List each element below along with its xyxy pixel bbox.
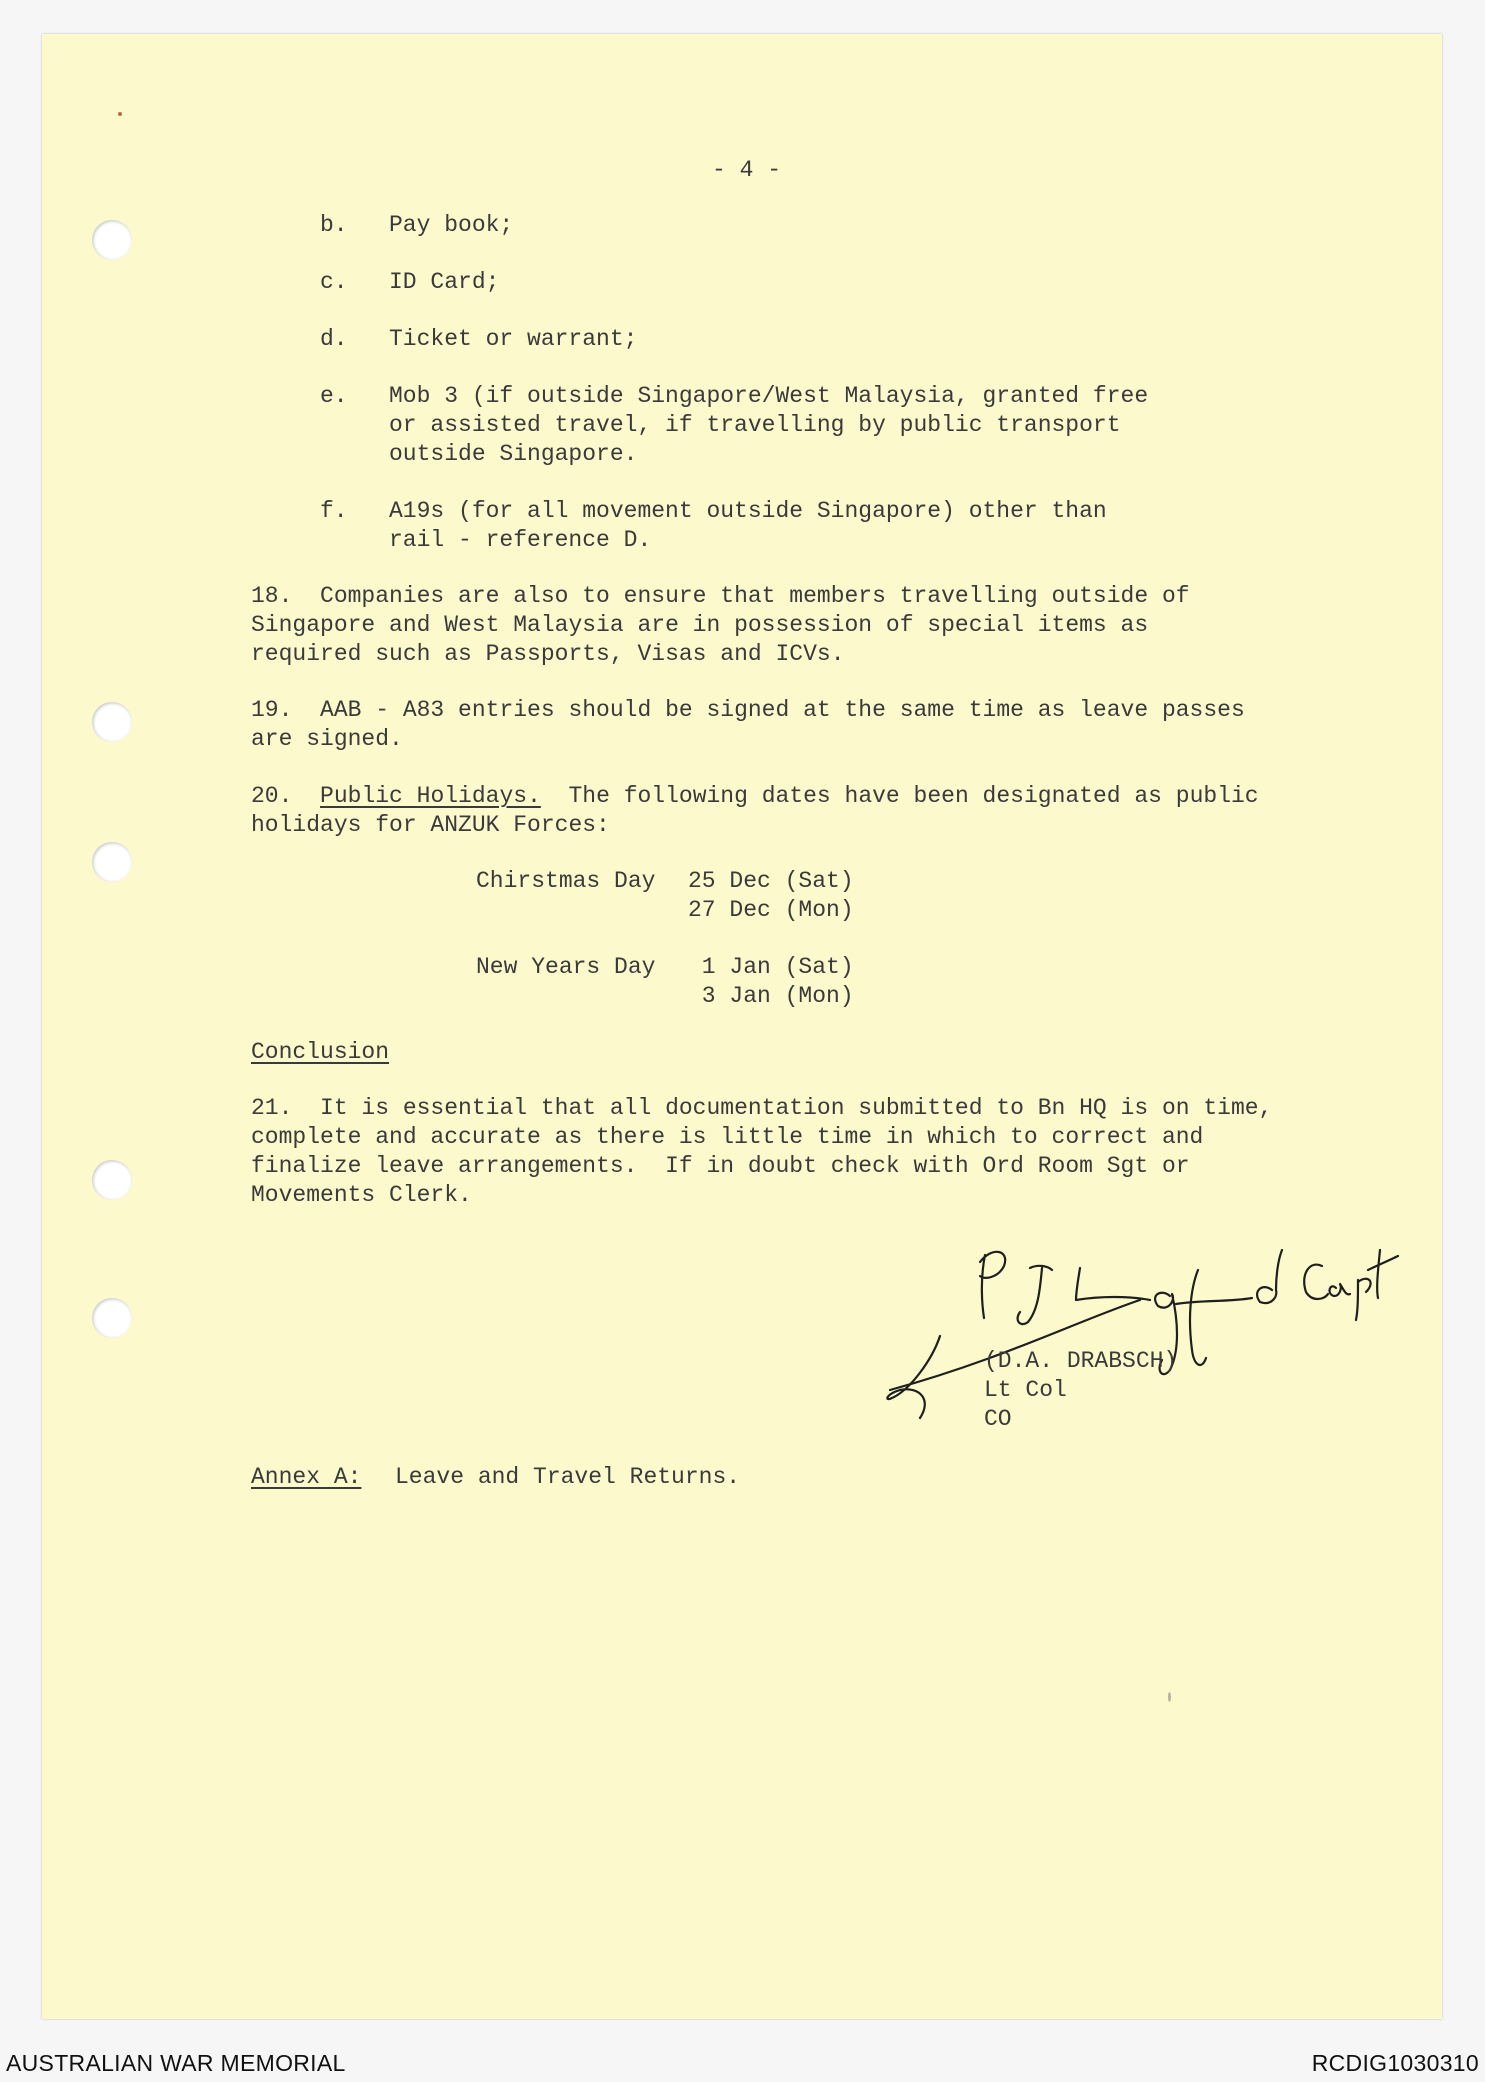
paragraph-18-line3: required such as Passports, Visas and ICVs. <box>251 641 845 667</box>
item-text-e-line2: or assisted travel, if travelling by public transport <box>389 412 1121 438</box>
paragraph-19-line1: 19. AAB - A83 entries should be signed at the same time as leave passes <box>251 697 1245 723</box>
paragraph-20-line2: holidays for ANZUK Forces: <box>251 812 610 838</box>
item-letter-f: f. <box>320 498 348 524</box>
item-text-c: ID Card; <box>389 269 500 295</box>
annex-text: Leave and Travel Returns. <box>395 1464 741 1490</box>
punch-hole <box>92 220 132 260</box>
paragraph-21-line2: complete and accurate as there is little time in which to correct and <box>251 1124 1204 1150</box>
item-text-e-line3: outside Singapore. <box>389 441 638 467</box>
holiday-christmas-date1: 25 Dec (Sat) <box>688 868 854 894</box>
paragraph-21-line1: 21. It is essential that all documentation submitted to Bn HQ is on time, <box>251 1095 1273 1121</box>
paragraph-19-line2: are signed. <box>251 726 403 752</box>
paragraph-18-line1: 18. Companies are also to ensure that members travelling outside of <box>251 583 1190 609</box>
item-text-d: Ticket or warrant; <box>389 326 638 352</box>
holiday-christmas-name: Chirstmas Day <box>476 868 656 894</box>
punch-hole <box>92 842 132 882</box>
punch-hole <box>92 1160 132 1200</box>
footer-id: RCDIG1030310 <box>1311 2050 1479 2076</box>
item-text-b: Pay book; <box>389 212 514 238</box>
footer-source: AUSTRALIAN WAR MEMORIAL <box>6 2050 346 2076</box>
item-letter-c: c. <box>320 269 348 295</box>
signatory-name: (D.A. DRABSCH) <box>984 1348 1178 1374</box>
item-letter-b: b. <box>320 212 348 238</box>
item-letter-e: e. <box>320 383 348 409</box>
item-letter-d: d. <box>320 326 348 352</box>
conclusion-heading: Conclusion <box>251 1039 390 1065</box>
paragraph-20-line1 <box>251 782 1259 811</box>
public-holidays-heading: Public Holidays. <box>320 783 541 809</box>
paragraph-21-line4: Movements Clerk. <box>251 1182 472 1208</box>
holiday-christmas-date2: 27 Dec (Mon) <box>688 897 854 923</box>
paper-stain <box>1168 1692 1171 1702</box>
paper-stain <box>118 112 122 116</box>
document-page <box>42 34 1442 2019</box>
paragraph-18-line2: Singapore and West Malaysia are in possession of special items as <box>251 612 1149 638</box>
item-text-e-line1: Mob 3 (if outside Singapore/West Malaysia, granted free <box>389 383 1149 409</box>
annex-label: Annex A: <box>251 1464 362 1490</box>
holiday-newyear-name: New Years Day <box>476 954 656 980</box>
signatory-rank: Lt Col <box>984 1377 1067 1403</box>
punch-hole <box>92 1298 132 1338</box>
holiday-newyear-date1: 1 Jan (Sat) <box>688 954 854 980</box>
handwritten-signature <box>880 1240 1400 1440</box>
item-text-f-line2: rail - reference D. <box>389 527 652 553</box>
signatory-role: CO <box>984 1406 1012 1432</box>
punch-hole <box>92 702 132 742</box>
paragraph-20-text: The following dates have been designated as public <box>568 783 1259 809</box>
paragraph-20-number: 20. <box>251 783 293 809</box>
item-text-f-line1: A19s (for all movement outside Singapore) other than <box>389 498 1107 524</box>
page-number: - 4 - <box>712 157 782 183</box>
paragraph-21-line3: finalize leave arrangements. If in doubt check with Ord Room Sgt or <box>251 1153 1190 1179</box>
holiday-newyear-date2: 3 Jan (Mon) <box>688 983 854 1009</box>
